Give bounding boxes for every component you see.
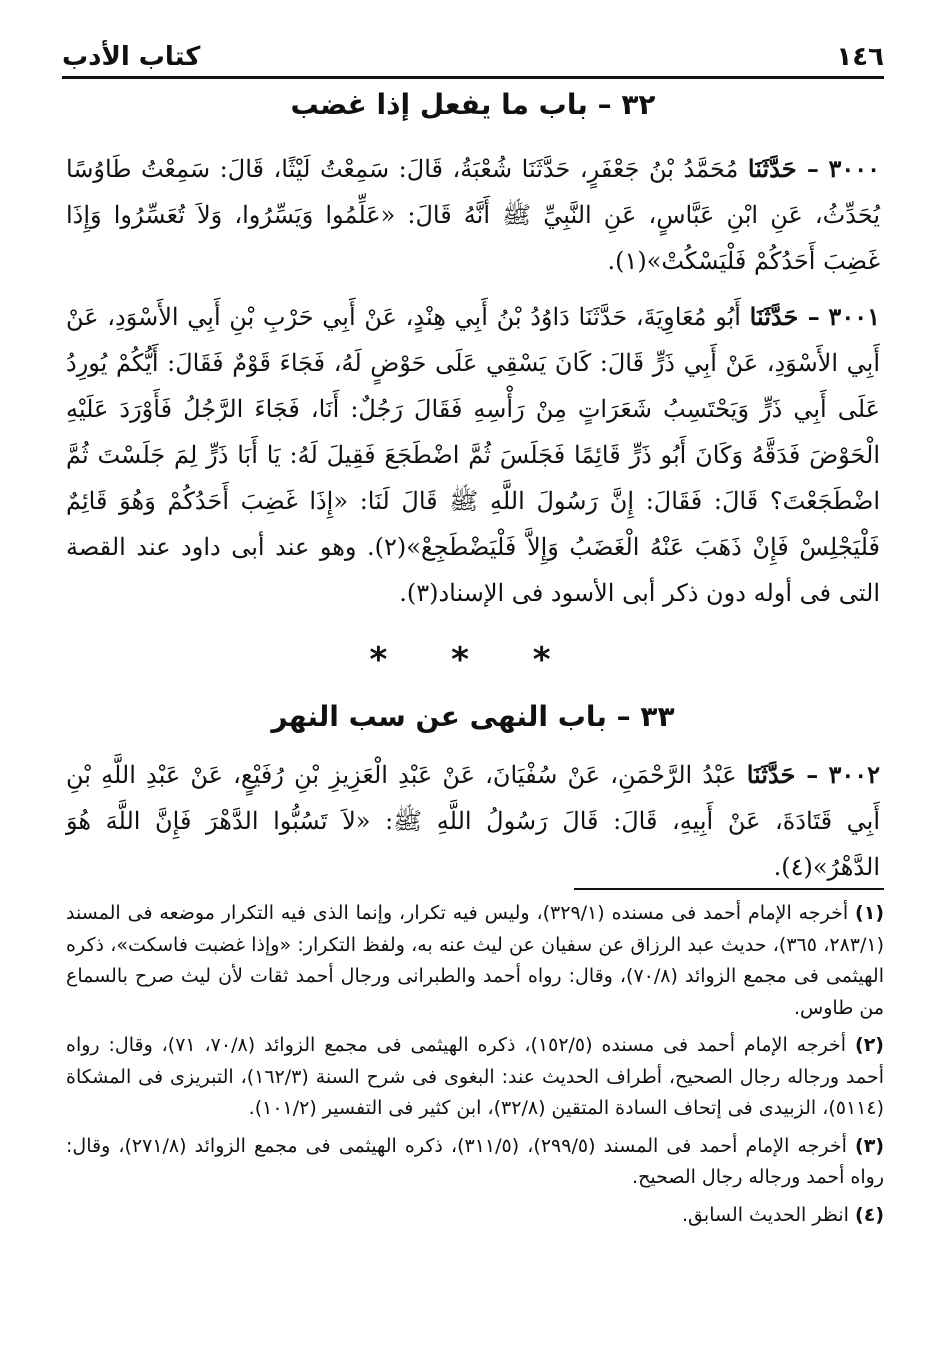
footnote-number: (٢) bbox=[855, 1034, 884, 1056]
footnote-1 bbox=[66, 898, 884, 1024]
footnote-rule bbox=[574, 888, 884, 890]
hadith-lead: – حَدَّثَنَا bbox=[746, 760, 819, 789]
hadith-number: ٣٠٠١ bbox=[828, 302, 880, 331]
footnote-text: أخرجه الإمام أحمد فى مسنده (١٥٢/٥)، ذكره الهيثمى فى مجمع الزوائد (٧٠/٨، ٧١)، وقال: رواه أحمد ورجاله رجال الصحيح، أطراف الحديث عند: البغوى فى شرح السنة (١٦٢/٣)، التبريزى فى المشكاة (٥١١٤)، الزبيدى فى إتحاف السادة المتقين (٣٢/٨)، ابن كثير فى التفسير (١٠١/٢). bbox=[66, 1034, 884, 1119]
chapter-32-title: ٣٢ – باب ما يفعل إذا غضب bbox=[290, 88, 656, 121]
footnote-2 bbox=[66, 1030, 884, 1125]
footnote-number: (٤) bbox=[855, 1203, 884, 1226]
hadith-text: مُحَمَّدُ بْنُ جَعْفَرٍ، حَدَّثَنَا شُعْبَةُ، قَالَ: سَمِعْتُ لَيْثًا، قَالَ: سَمِعْتُ طَاوُسًا يُحَدِّثُ، عَنِ ابْنِ عَبَّاسٍ، عَنِ النَّبِيِّ ﷺ أَنَّهُ قَالَ: «عَلِّمُوا وَيَسِّرُوا، وَلاَ تُعَسِّرُوا وَإِذَا غَضِبَ أَحَدُكُمْ فَلْيَسْكُتْ»(١). bbox=[66, 155, 880, 275]
footnote-text: أخرجه الإمام أحمد فى المسند (٢٩٩/٥)، (٣١١/٥)، ذكره الهيثمى فى مجمع الزوائد (٢٧١/٨)، وقال: رواه أحمد ورجاله رجال الصحيح. bbox=[66, 1134, 884, 1188]
chapter-33-title: ٣٣ – باب النهى عن سب النهر bbox=[271, 700, 675, 733]
section-separator: * * * bbox=[369, 640, 577, 680]
hadith-lead: – حَدَّثَنَا bbox=[747, 154, 819, 183]
footnote-3 bbox=[66, 1131, 884, 1194]
footnote-number: (١) bbox=[855, 902, 885, 924]
book-title: كتاب الأدب bbox=[62, 42, 201, 72]
footnotes bbox=[66, 898, 884, 1237]
footnote-4 bbox=[66, 1200, 884, 1232]
footnote-number: (٣) bbox=[855, 1134, 884, 1157]
header-rule bbox=[62, 76, 884, 79]
hadith-3001 bbox=[66, 294, 880, 616]
hadith-number: ٣٠٠٠ bbox=[828, 154, 881, 183]
hadith-text: عَبْدُ الرَّحْمَنِ، عَنْ سُفْيَانَ، عَنْ عَبْدِ الْعَزِيزِ بْنِ رُفَيْعٍ، عَنْ عَبْدِ اللَّهِ بْنِ أَبِي قَتَادَةَ، عَنْ أَبِيهِ، قَالَ: قَالَ رَسُولُ اللَّهِ ﷺ: «لاَ تَسُبُّوا الدَّهْرَ فَإِنَّ اللَّهَ هُوَ الدَّهْرُ»(٤). bbox=[66, 761, 880, 881]
hadith-3002 bbox=[66, 752, 880, 890]
hadith-3000 bbox=[66, 146, 880, 284]
page-number: ١٤٦ bbox=[836, 42, 884, 72]
hadith-number: ٣٠٠٢ bbox=[828, 760, 880, 789]
running-head bbox=[62, 30, 884, 72]
footnote-text: انظر الحديث السابق. bbox=[682, 1203, 849, 1226]
hadith-text: أَبُو مُعَاوِيَةَ، حَدَّثَنَا دَاوُدُ بْنُ أَبِي هِنْدٍ، عَنْ أَبِي حَرْبِ بْنِ أَبِي الأَسْوَدِ، عَنْ أَبِي الأَسْوَدِ، عَنْ أَبِي ذَرٍّ قَالَ: كَانَ يَسْقِي عَلَى حَوْضٍ لَهُ، فَجَاءَ قَوْمٌ فَقَالَ: أَيُّكُمْ يُورِدُ عَلَى أَبِي ذَرٍّ وَيَحْتَسِبُ شَعَرَاتٍ مِنْ رَأْسِهِ فَقَالَ رَجُلٌ: أَنَا، فَجَاءَ الرَّجُلُ فَأَوْرَدَ عَلَيْهِ الْحَوْضَ فَدَقَّهُ وَكَانَ أَبُو ذَرٍّ قَائِمًا فَجَلَسَ ثُمَّ اضْطَجَعَ فَقِيلَ لَهُ: يَا أَبَا ذَرٍّ لِمَ جَلَسْتَ ثُمَّ اضْطَجَعْتَ؟ قَالَ: فَقَالَ: إِنَّ رَسُولَ اللَّهِ ﷺ قَالَ لَنَا: «إِذَا غَضِبَ أَحَدُكُمْ وَهُوَ قَائِمٌ فَلْيَجْلِسْ فَإِنْ ذَهَبَ عَنْهُ الْغَضَبُ وَإِلاَّ فَلْيَضْطَجِعْ»(٢). وهو عند أبى داود عند القصة التى فى أوله دون ذكر أبى الأسود فى الإسناد(٣). bbox=[66, 303, 881, 607]
footnote-text: أخرجه الإمام أحمد فى مسنده (٣٢٩/١)، وليس فيه تكرار، وإنما الذى فيه التكرار موضعه فى المسند (٢٨٣/١، ٣٦٥)، حديث عبد الرزاق عن سفيان عن ليث عنه به، ولفظ التكرار: «وإذا غضبت فاسكت»، ذكره الهيثمى فى مجمع الزوائد (٧٠/٨)، وقال: رواه أحمد والطبرانى ورجال أحمد ثقات لأن ليث صرح بالسماع من طاوس. bbox=[66, 902, 885, 1019]
hadith-lead: – حَدَّثَنَا bbox=[749, 302, 820, 331]
